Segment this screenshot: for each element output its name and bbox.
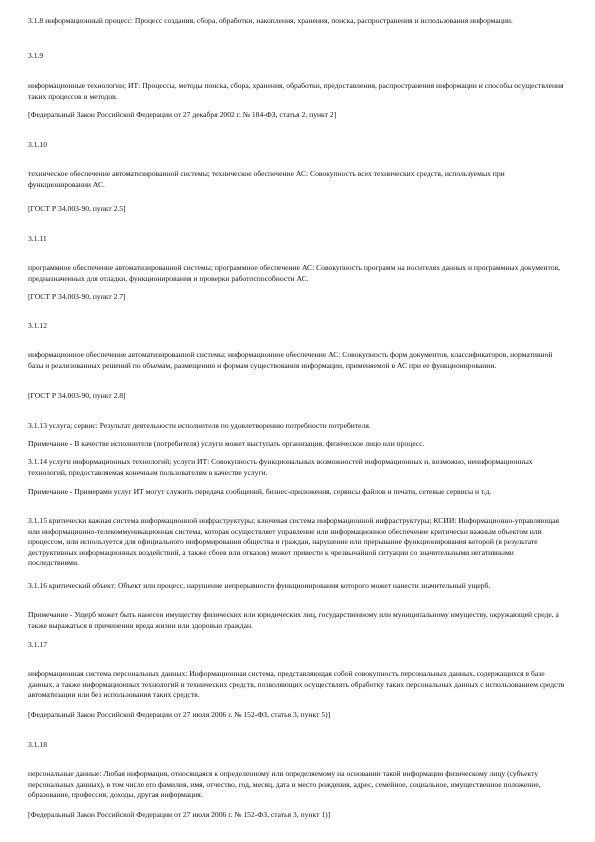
para-3-1-15: 3.1.15 критически важная система информационной инфраструктуры; ключевая система информационной инфраструктуры; КСИИ: Информационно-управляющая или информационно-телекоммуникационная система, которая осуществляет управление или информационное обеспечение критически важным объектом или процессом, или используется для официального информирования общества и граждан, нарушение или прерывание функционирования которой (в результате деструктивных информационных воздействий, а также сбоев или отказов) может привести к чрезвычайной ситуации со значительными негативными последствиями. — [28, 516, 559, 568]
num-3-1-12: 3.1.12 — [28, 321, 47, 330]
para-3-1-18-def: персональные данные: Любая информация, относящаяся к определенному или определяемому на основании такой информации физическому лицу (субъекту персональных данных), в том числе его фамилия, имя, отчество, год, месяц, дата и место рождения, адрес, семейное, социальное, имущественное положение, образование, профессия, доходы, другая информация. — [28, 769, 541, 800]
para-3-1-18-ref: [Федеральный Закон Российской Федерации от 27 июля 2006 г. № 152-ФЗ, статья 3, пункт 1)] — [28, 810, 331, 819]
para-3-1-16-note: Примечание - Ущерб может быть нанесен имуществу физических или юридических лиц, государственному или муниципальному имуществу, окружающей среде, а также выражаться в причинении вреда жизни или здоровью граждан. — [28, 610, 559, 630]
para-3-1-11-def: программное обеспечение автоматизированной системы; программное обеспечение АС: Совокупность программ на носителях данных и программных документов, предназначенных для отладки, функционирования и проверки работоспособности АС. — [28, 263, 561, 283]
num-3-1-11: 3.1.11 — [28, 234, 47, 243]
para-3-1-8: 3.1.8 информационный процесс: Процесс создания, сбора, обработки, накопления, хранения, поиска, распространения и использования информации. — [28, 16, 513, 25]
para-3-1-9-ref: [Федеральный Закон Российской Федерации от 27 декабря 2002 г. № 184-ФЗ, статья 2, пункт 2] — [28, 110, 337, 119]
para-3-1-17-def: информационная система персональных данных: Информационная система, представляющая собой совокупность персональных данных, содержащихся в базе данных, а также информационных технологий и технических средств, позволяющих осуществлять обработку таких персональных данных с использованием средств автоматизации или без использования таких средств. — [28, 669, 565, 700]
para-3-1-17-ref: [Федеральный Закон Российской Федерации от 27 июля 2006 г. № 152-ФЗ, статья 3, пункт 5)] — [28, 710, 331, 719]
para-3-1-13-text: 3.1.13 услуга; сервис: Результат деятельности исполнителя по удовлетворению потребности потребителя. — [28, 421, 371, 430]
para-3-1-13 — [28, 421, 566, 432]
para-3-1-16: 3.1.16 критический объект: Объект или процесс, нарушение непрерывности функционирования которого может нанести значительный ущерб. — [28, 581, 491, 590]
para-3-1-10-def: техническое обеспечение автоматизированной системы; техническое обеспечение АС: Совокупность всех технических средств, используемых при функционировании АС. — [28, 169, 505, 189]
num-3-1-17: 3.1.17 — [28, 640, 47, 649]
para-3-1-10-ref: [ГОСТ Р 34.003-90, пункт 2.5] — [28, 204, 126, 213]
para-3-1-13-note: Примечание - В качестве исполнителя (потребителя) услуги может выступать организация, физическое лицо или процесс. — [28, 439, 425, 448]
para-3-1-11-ref: [ГОСТ Р 34.003-90, пункт 2.7] — [28, 292, 126, 301]
num-3-1-10: 3.1.10 — [28, 140, 47, 149]
num-3-1-9: 3.1.9 — [28, 51, 44, 60]
para-3-1-12-def: информационное обеспечение автоматизированной системы; информационное обеспечение АС: Совокупность форм документов, классификаторов, нормативной базы и реализованных решений по объемам, размещению и формам существования информации, применяемой в АС при ее функционировании. — [28, 350, 553, 370]
para-3-1-14-note: Примечание - Примерами услуг ИТ могут служить передача сообщений, бизнес-приложения, сервисы файлов и печати, сетевые сервисы и т.д. — [28, 487, 492, 496]
num-3-1-18: 3.1.18 — [28, 740, 47, 749]
para-3-1-14: 3.1.14 услуги информационных технологий; услуги ИТ: Совокупность функциональных возможностей информационных и, возможно, неинформационных технологий, предоставляемая конечным пользователям в качестве услуги. — [28, 457, 533, 477]
para-3-1-9-def: информационные технологии; ИТ: Процессы, методы поиска, сбора, хранения, обработки, предоставления, распространения информации и способы осуществления таких процессов и методов. — [28, 81, 564, 101]
para-3-1-12-ref: [ГОСТ Р 34.003-90, пункт 2.8] — [28, 391, 126, 400]
